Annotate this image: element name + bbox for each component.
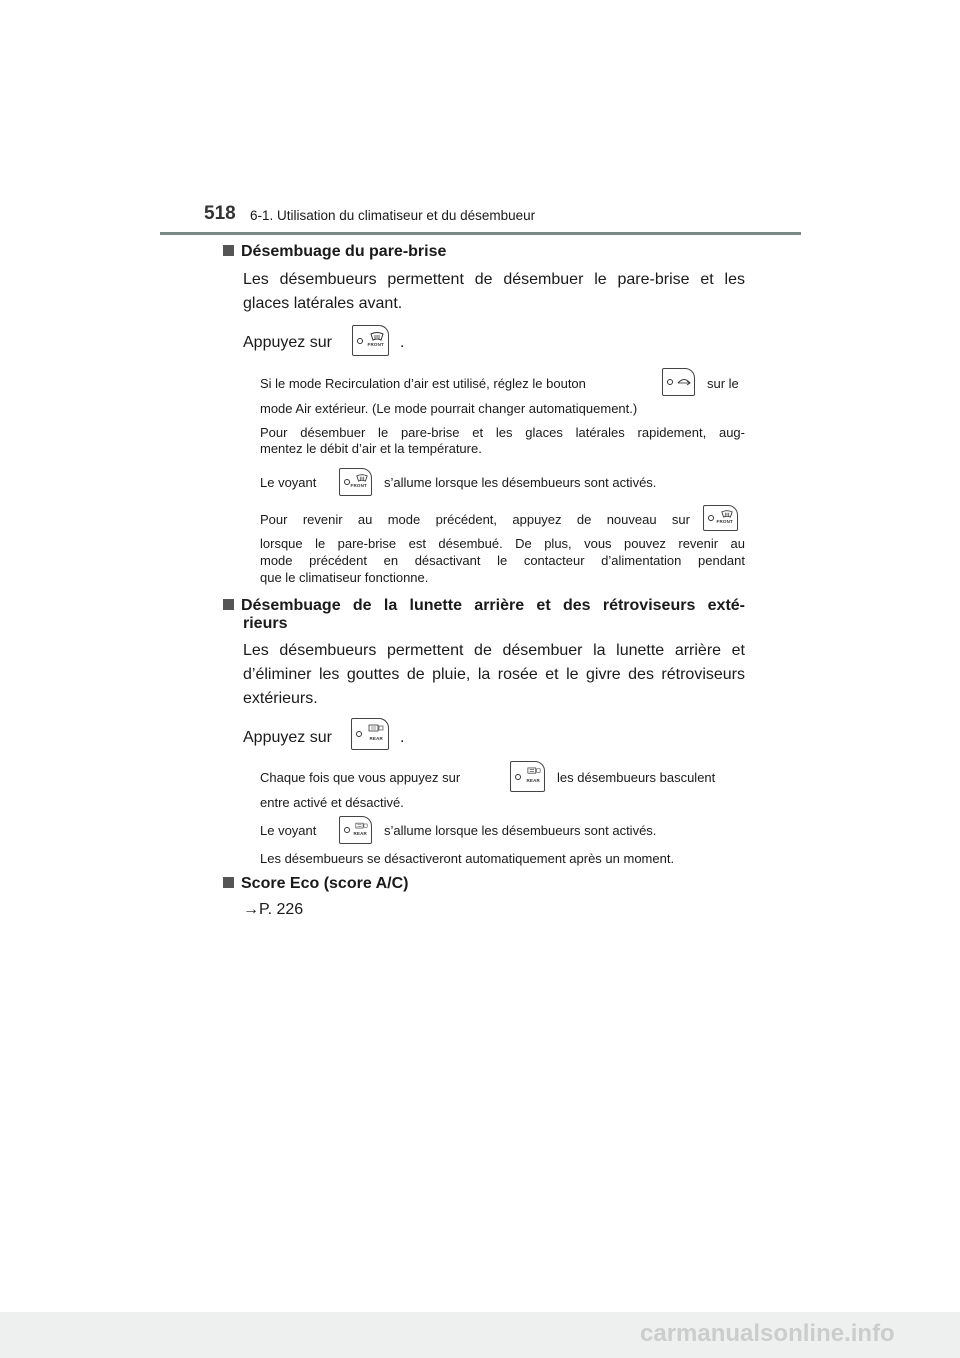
front-defroster-button-icon: FRONT	[352, 325, 389, 356]
section-heading-windshield: Désembuage du pare-brise	[223, 243, 446, 261]
note-line: Pour désembuer le pare-brise et les glaces latérales rapidement, aug-	[260, 425, 745, 440]
section-heading-continuation: rieurs	[243, 615, 288, 632]
chapter-title: 6-1. Utilisation du climatiseur et du désembueur	[250, 208, 536, 223]
page-reference-link[interactable]: →P. 226	[243, 901, 304, 918]
paragraph-line: Les désembueurs permettent de désembuer le pare-brise et les	[243, 271, 745, 288]
note-line: mentez le débit d’air et la température.	[260, 441, 482, 456]
note-line: mode précédent en désactivant le contacteur d’alimentation pendant	[260, 553, 745, 568]
paragraph-line: extérieurs.	[243, 690, 318, 707]
note-line: Les désembueurs se désactiveront automatiquement après un moment.	[260, 851, 675, 866]
header-divider	[160, 232, 801, 235]
paragraph-line: Les désembueurs permettent de désembuer la lunette arrière et	[243, 642, 745, 659]
front-defroster-indicator-icon: FRONT	[339, 468, 372, 496]
page-number: 518	[204, 203, 236, 224]
note-line: Si le mode Recirculation d’air est utilisé, réglez le bouton	[260, 376, 586, 391]
note-line: lorsque le pare-brise est désembué. De plus, vous pouvez revenir au	[260, 536, 745, 551]
bullet-square-icon	[223, 599, 234, 610]
air-recirculation-button-icon	[662, 368, 695, 396]
note-line: mode Air extérieur. (Le mode pourrait changer automatiquement.)	[260, 401, 638, 416]
note-line: Le voyant	[260, 823, 317, 838]
note-line: Le voyant	[260, 475, 317, 490]
rear-defogger-indicator-icon: REAR	[339, 816, 372, 844]
note-line: Pour revenir au mode précédent, appuyez de nouveau sur	[260, 512, 690, 527]
note-line: que le climatiseur fonctionne.	[260, 570, 429, 585]
paragraph-line: glaces latérales avant.	[243, 295, 403, 312]
press-instruction: Appuyez sur	[243, 334, 332, 351]
note-line: Chaque fois que vous appuyez sur	[260, 770, 461, 785]
rear-defogger-button-icon: REAR	[510, 761, 545, 792]
bullet-square-icon	[223, 245, 234, 256]
front-defroster-button-icon: FRONT	[703, 505, 738, 531]
rear-defogger-button-icon: REAR	[351, 718, 389, 750]
bullet-square-icon	[223, 877, 234, 888]
section-heading-rear-defogger: Désembuage de la lunette arrière et des rétroviseurs exté-	[223, 597, 745, 615]
note-line: entre activé et désactivé.	[260, 795, 404, 810]
press-instruction: Appuyez sur	[243, 729, 332, 746]
watermark: carmanualsonline.info	[640, 1320, 895, 1347]
section-heading-eco-score: Score Eco (score A/C)	[223, 875, 408, 893]
paragraph-line: d’éliminer les gouttes de pluie, la rosée et le givre des rétroviseurs	[243, 666, 745, 683]
